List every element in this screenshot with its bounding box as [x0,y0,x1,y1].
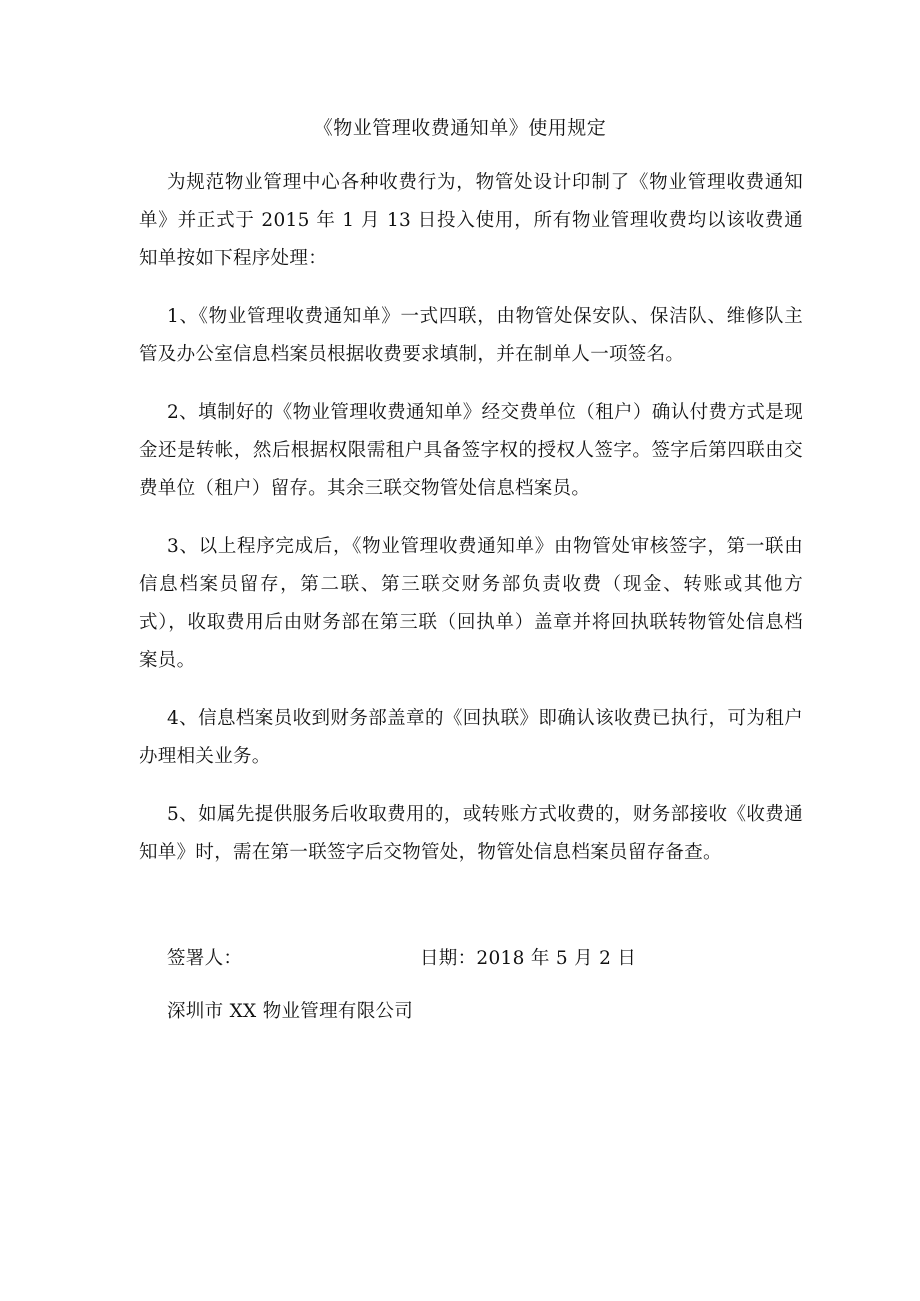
rule-paragraph-1: 1、《物业管理收费通知单》一式四联，由物管处保安队、保洁队、维修队主管及办公室信息档案员根据收费要求填制，并在制单人一项签名。 [139,306,803,365]
rule-paragraph-5: 5、如属先提供服务后收取费用的，或转账方式收费的，财务部接收《收费通知单》时，需在第一联签字后交物管处，物管处信息档案员留存备查。 [139,804,803,863]
rule-paragraph-3: 3、以上程序完成后，《物业管理收费通知单》由物管处审核签字，第一联由信息档案员留存，第二联、第三联交财务部负责收费（现金、转账或其他方式），收取费用后由财务部在第三联（回执单）盖章并将回执联转物管处信息档案员。 [139,536,803,671]
rule-paragraph-2: 2、填制好的《物业管理收费通知单》经交费单位（租户）确认付费方式是现金还是转帐，然后根据权限需租户具备签字权的授权人签字。签字后第四联由交费单位（租户）留存。其余三联交物管处信息档案员。 [139,402,803,499]
company-name: 深圳市 XX 物业管理有限公司 [167,1001,414,1022]
document-title: 《物业管理收费通知单》使用规定 [313,117,607,139]
intro-paragraph: 为规范物业管理中心各种收费行为，物管处设计印制了《物业管理收费通知单》并正式于 2015 年 1 月 13 日投入使用，所有物业管理收费均以该收费通知单按如下程序处理： [139,172,803,269]
document-body [139,164,803,892]
signature-date: 日期：2018 年 5 月 2 日 [420,948,637,969]
signature-line [167,944,787,974]
rule-paragraph-4: 4、信息档案员收到财务部盖章的《回执联》即确认该收费已执行，可为租户办理相关业务。 [139,708,803,767]
signatory-label: 签署人： [167,948,243,969]
